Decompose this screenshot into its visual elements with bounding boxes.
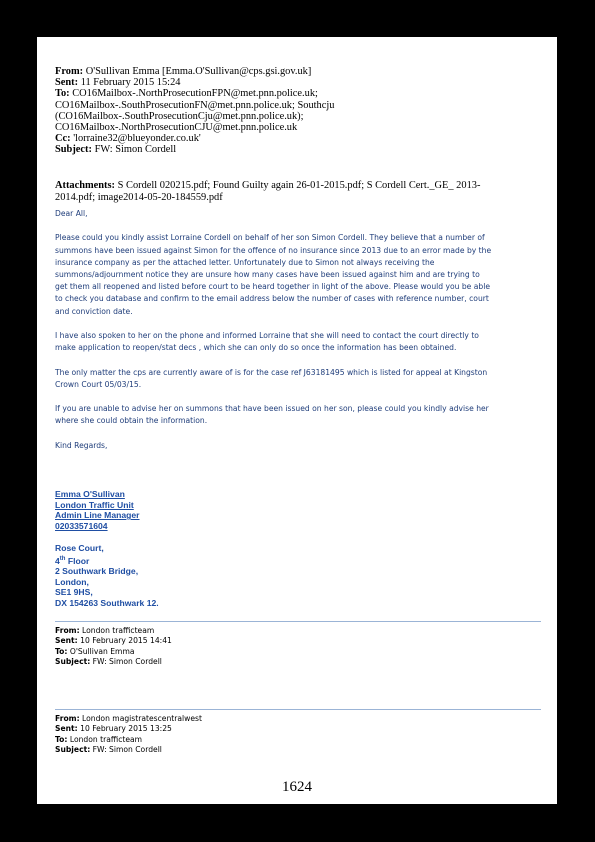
fwd1-sent: 10 February 2015 14:41: [80, 636, 172, 646]
cc-line: Cc: 'lorraine32@blueyonder.co.uk': [55, 133, 201, 145]
forwarded-header-1: From: London trafficteam Sent: 10 February 2015 14:41 To: O'Sullivan Emma Subject: FW: Simon Cordell: [55, 626, 172, 667]
fwd2-subject: FW: Simon Cordell: [92, 745, 162, 755]
signature-role[interactable]: Admin Line Manager: [55, 510, 140, 521]
from-line: From: O'Sullivan Emma [Emma.O'Sullivan@cps.gsi.gov.uk]: [55, 66, 312, 77]
to-value-3: (CO16Mailbox-.SouthProsecutionCju@met.pnn.police.uk);: [55, 110, 304, 122]
fwd1-from: London trafficteam: [82, 626, 155, 635]
address-line-3: 2 Southwark Bridge,: [55, 566, 139, 577]
to-value-4: CO16Mailbox-.NorthProsecutionCJU@met.pnn.police.uk: [55, 122, 298, 134]
paragraph-4: If you are unable to advise her on summons that have been issued on her son, please could you kindly advise her where she could obtain the information.: [55, 404, 489, 426]
from-value: O'Sullivan Emma [Emma.O'Sullivan@cps.gsi.gov.uk]: [85, 66, 312, 77]
paragraph-2: I have also spoken to her on the phone and informed Lorraine that she will need to contact the court directly to make application to reopen/stat decs , which she can only do so once the information has been obtained.: [55, 331, 479, 353]
paragraph-1: Please could you kindly assist Lorraine Cordell on behalf of her son Simon Cordell. They believe that a number of summons have been issued against Simon for the offence of no insurance since 2013 due to an error made by the insurance company as per the attached letter. Unfortunately due to Simon not always receiving the summons/adjournment notice they are unsure how many cases have been issued against him and are trying to get them all reopened and listed before court to be heard together in light of the above. Please would you be able to check you database and confirm to the email address below the number of cases with reference number, court and conviction date.: [55, 233, 492, 316]
document-page: [37, 37, 557, 804]
fwd2-from: London magistratescentralwest: [82, 714, 202, 723]
attachments-value-2: 2014.pdf; image2014-05-20-184559.pdf: [55, 192, 223, 203]
signature-block: [55, 489, 140, 531]
email-body: [55, 208, 545, 452]
divider-2: [55, 709, 541, 710]
signature-name[interactable]: Emma O'Sullivan: [55, 489, 125, 499]
to-line: To: CO16Mailbox-.NorthProsecutionFPN@met.pnn.police.uk;: [55, 88, 318, 100]
address-line-1: Rose Court,: [55, 543, 104, 553]
fwd1-subject: FW: Simon Cordell: [92, 657, 162, 667]
divider-1: [55, 621, 541, 622]
signature-unit[interactable]: London Traffic Unit: [55, 499, 134, 510]
forwarded-header-2: From: London magistratescentralwest Sent: 10 February 2015 13:25 To: London trafficteam Subject: FW: Simon Cordell: [55, 714, 202, 755]
closing: Kind Regards,: [55, 440, 108, 450]
address-line-2: 4th Floor: [55, 555, 90, 566]
fwd1-to: O'Sullivan Emma: [69, 646, 135, 656]
email-header: [55, 66, 550, 156]
signature-phone[interactable]: 02033571604: [55, 520, 108, 531]
subject-value: FW: Simon Cordell: [94, 144, 177, 156]
cc-value: 'lorraine32@blueyonder.co.uk': [73, 133, 201, 145]
attachments-value-1: S Cordell 020215.pdf; Found Guilty again 26-01-2015.pdf; S Cordell Cert._GE_ 2013-: [117, 180, 481, 191]
signature-address: [55, 543, 159, 608]
page-number: 1624: [282, 779, 312, 795]
address-line-6: DX 154263 Southwark 12.: [55, 597, 159, 608]
subject-line: Subject: FW: Simon Cordell: [55, 144, 177, 156]
greeting: Dear All,: [55, 209, 88, 218]
sent-value: 11 February 2015 15:24: [80, 77, 181, 89]
to-value-2: CO16Mailbox-.SouthProsecutionFN@met.pnn.police.uk; Southcju: [55, 99, 335, 111]
paragraph-3: The only matter the cps are currently aware of is for the case ref J63181495 which is listed for appeal at Kingston Crown Court 05/03/15.: [55, 367, 488, 389]
to-value-1: CO16Mailbox-.NorthProsecutionFPN@met.pnn.police.uk;: [72, 88, 318, 100]
sent-line: Sent: 11 February 2015 15:24: [55, 77, 181, 89]
fwd2-sent: 10 February 2015 13:25: [80, 724, 172, 734]
address-line-4: London,: [55, 576, 89, 587]
attachments: Attachments: S Cordell 020215.pdf; Found Guilty again 26-01-2015.pdf; S Cordell Cert._GE_ 2013- 2014.pdf; image2014-05-20-184559.pdf: [55, 180, 550, 204]
address-line-5: SE1 9HS,: [55, 587, 93, 598]
fwd2-to: London trafficteam: [69, 734, 143, 744]
